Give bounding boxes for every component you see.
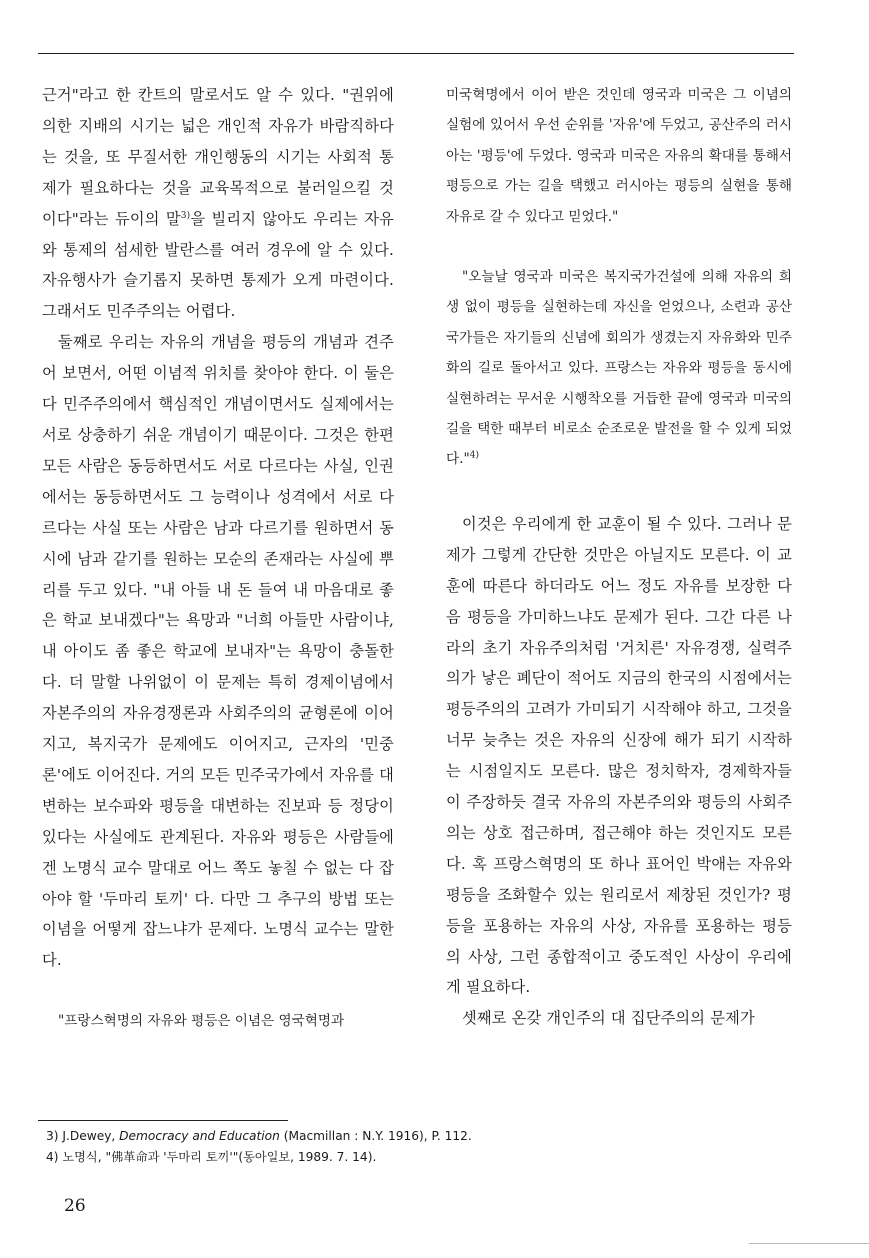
- footnote-4-text: 노명식, "佛革命과 '두마리 토끼'"(동아일보, 1989. 7. 14).: [62, 1150, 377, 1164]
- left-column: [42, 80, 394, 1037]
- footnote-rule: [38, 1120, 288, 1121]
- page-corner-rule: [749, 1243, 869, 1258]
- footnote-ref-4: 4): [469, 450, 479, 461]
- body-paragraph-3: 이것은 우리에게 한 교훈이 될 수 있다. 그러나 문제가 그렇게 간단한 것만은 아닐지도 모른다. 이 교훈에 따른다 하더라도 어느 정도 자유를 보장한 다음 평등을 가미하느냐도 문제가 된다. 그간 다른 나라의 초기 자유주의처럼 '거치른' 자유경쟁, 실력주의가 낳은 폐단이 적어도 지금의 한국의 시점에서는 평등주의의 고려가 가미되기 시작해야 하고, 그것을 너무 늦추는 것은 자유의 신장에 해가 되기 시작하는 시점일지도 모른다. 많은 정치학자, 경제학자들이 주장하듯 결국 자유의 자본주의와 평등의 사회주의는 상호 접근하며, 접근해야 하는 것인지도 모른다. 혹 프랑스혁명의 또 하나 표어인 박애는 자유와 평등을 조화할수 있는 원리로서 제창된 것인가? 평등을 포용하는 자유의 사상, 자유를 포용하는 평등의 사상, 그런 종합적이고 중도적인 사상이 우리에게 필요하다.: [446, 514, 792, 997]
- quote-start: "프랑스혁명의 자유와 평등은 이념은 영국혁명과: [58, 1013, 345, 1030]
- header-rule: [38, 53, 794, 54]
- block-quote-2: [446, 262, 792, 475]
- quote-continued: 미국혁명에서 이어 받은 것인데 영국과 미국은 그 이념의 실험에 있어서 우선 순위를 '자유'에 두었고, 공산주의 러시아는 '평등'에 두었다. 영국과 미국은 자유의 확대를 통해서 평등으로 가는 길을 택했고 러시아는 평등의 실현을 통해 자유로 갈 수 있다고 믿었다.": [446, 87, 792, 225]
- footnote-3-title: Democracy and Education: [119, 1129, 280, 1143]
- body-paragraph-1: [42, 80, 394, 327]
- paragraph-1-text: 근거"라고 한 칸트의 말로서도 알 수 있다. "권위에 의한 지배의 시기는 넓은 개인적 자유가 바람직하다는 것을, 또 무질서한 개인행동의 시기는 사회적 통제가 필요하다는 것을 교육목적으로 불러일으킬 것이다"라는 듀이의 말: [42, 86, 394, 228]
- footnote-4-number: 4): [46, 1150, 59, 1164]
- footnote-3-author: J.Dewey,: [62, 1129, 116, 1143]
- page-number: 26: [64, 1196, 86, 1216]
- footnote-3-number: 3): [46, 1129, 59, 1143]
- body-paragraph-4: 셋째로 온갖 개인주의 대 집단주의의 문제가: [462, 1009, 755, 1028]
- footnote-3: [46, 1126, 746, 1147]
- footnote-3-publisher: (Macmillan : N.Y. 1916), P. 112.: [283, 1129, 472, 1143]
- footnotes: [46, 1126, 746, 1168]
- footnote-ref-3: 3): [180, 210, 191, 221]
- body-paragraph-2: 둘째로 우리는 자유의 개념을 평등의 개념과 견주어 보면서, 어떤 이념적 위치를 찾아야 한다. 이 둘은 다 민주주의에서 핵심적인 개념이면서도 실제에서는 서로 상충하기 쉬운 개념이기 때문이다. 그것은 한편 모든 사람은 동등하면서도 서로 다르다는 사실, 인권에서는 동등하면서도 그 능력이나 성격에서 서로 다르다는 사실 또는 사람은 남과 다르기를 원하면서 동시에 남과 같기를 원하는 모순의 존재라는 사실에 뿌리를 두고 있다. "내 아들 내 돈 들여 내 마음대로 좋은 학교 보내겠다"는 욕망과 "너희 아들만 사람이냐, 내 아이도 좀 좋은 학교에 보내자"는 욕망이 충돌한다. 더 말할 나위없이 이 문제는 특히 경제이념에서 자본주의의 자유경쟁론과 사회주의의 균형론에 이어지고, 복지국가 문제에도 이어지고, 근자의 '민중론'에도 이어진다. 거의 모든 민주국가에서 자유를 대변하는 보수파와 평등을 대변하는 진보파 등 정당이 있다는 사실에도 관계된다. 자유와 평등은 사람들에겐 노명식 교수 말대로 어느 쪽도 놓칠 수 없는 다 잡아야 할 '두마리 토끼' 다. 다만 그 추구의 방법 또는 이념을 어떻게 잡느냐가 문제다. 노명식 교수는 말한다.: [42, 333, 395, 970]
- footnote-4: [46, 1147, 746, 1168]
- block-quote-2-text: "오늘날 영국과 미국은 복지국가건설에 의해 자유의 희생 없이 평등을 실현하는데 자신을 얻었으나, 소련과 공산국가들은 자기들의 신념에 회의가 생겼는지 자유화와 민주화의 길로 돌아서고 있다. 프랑스는 자유와 평등을 동시에 실현하려는 무서운 시행착오를 거듭한 끝에 영국과 미국의 길을 택한 때부터 비로소 순조로운 발전을 할 수 있게 되었다.": [446, 269, 792, 468]
- right-column: [446, 80, 792, 1034]
- paragraph-1-continued: 을 빌리지 않아도 우리는 자유와 통제의 섬세한 발란스를 여러 경우에 알 수 있다. 자유행사가 슬기롭지 못하면 통제가 오게 마련이다. 그래서도 민주주의는 어렵다.: [42, 209, 394, 321]
